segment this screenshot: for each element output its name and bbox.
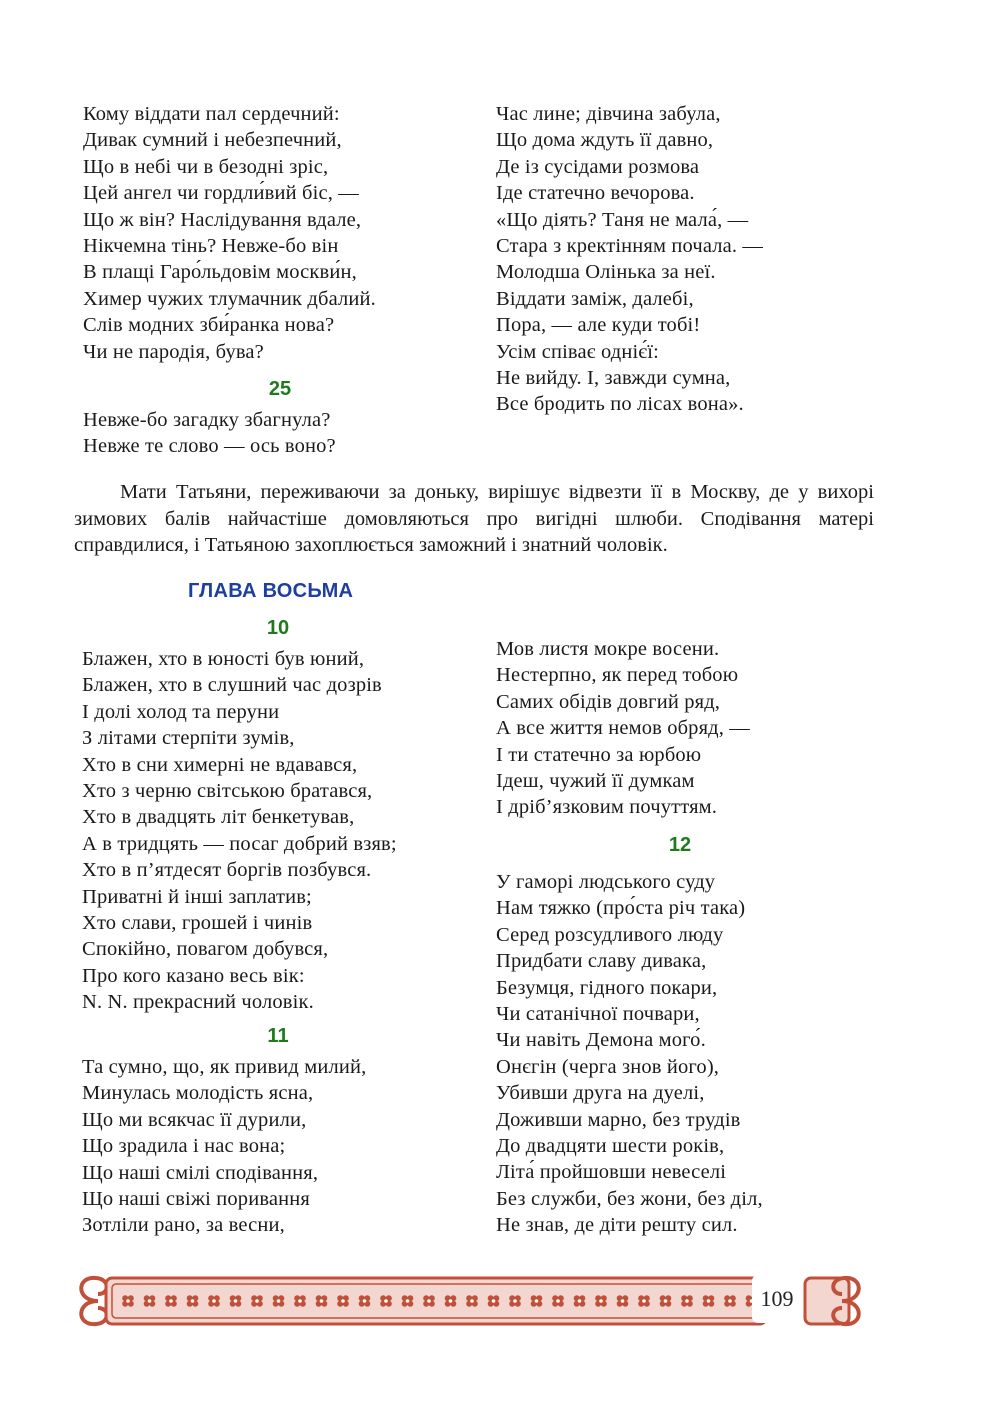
verse-line: Стара з кректінням почала. — xyxy=(496,235,764,258)
stanza-25 xyxy=(83,407,336,460)
prose-paragraph: Мати Татьяни, переживаючи за доньку, вирішує відвезти її в Москву, де у вихорі зимових балів найчастіше домовляються про вигідні шлюби. Сподівання матері справдилися, і Татьяною захоплюється заможний і знатний чоловік. xyxy=(74,481,874,557)
verse-line: Серед розсудливого люду xyxy=(496,923,724,946)
verse-line: Приватні й інші заплатив; xyxy=(82,885,312,908)
verse-line: Спокійно, повагом добувся, xyxy=(82,938,329,961)
stanza-a xyxy=(83,101,376,365)
verse-line: Кому віддати пал сердечний: xyxy=(83,103,340,125)
verse-line: Цей ангел чи гордли́вий біс, — xyxy=(83,182,359,205)
verse-line: Чи не пародія, бува? xyxy=(83,340,264,363)
verse-line: Хто слави, грошей і чинів xyxy=(82,912,313,935)
verse-line: Слів модних зби́ранка нова? xyxy=(83,314,335,337)
verse-line: Що зрадила і нас вона; xyxy=(82,1135,286,1158)
verse-line: Мов листя мокре восени. xyxy=(496,638,720,660)
verse-line: Блажен, хто в слушний час дозрів xyxy=(82,674,382,697)
ornament-left-scroll xyxy=(81,1278,107,1324)
verse-line: Що наші свіжі поривання xyxy=(82,1188,310,1211)
ornament-right-scroll xyxy=(805,1278,859,1324)
verse-line: Літа́ пройшовши невеселі xyxy=(496,1161,727,1184)
verse-line: Пора, — але куди тобі! xyxy=(496,314,701,337)
stanza-number-10: 10 xyxy=(266,617,290,639)
verse-line: Де із сусідами розмова xyxy=(496,155,700,178)
verse-line: Ідеш, чужий її думкам xyxy=(496,770,695,793)
stanza-11 xyxy=(82,1054,366,1239)
verse-line: Блажен, хто в юності був юний, xyxy=(82,648,365,670)
verse-line: Нікчемна тінь? Невже-бо він xyxy=(83,235,339,258)
verse-line: Усім співає одніє́ї: xyxy=(496,340,659,363)
verse-line: Чи сатанічної почвари, xyxy=(496,1003,700,1026)
verse-line: В плащі Гаро́льдовім москви́н, xyxy=(83,261,357,284)
verse-lines xyxy=(83,407,336,460)
verse-line: Чи навіть Демона мого́. xyxy=(496,1029,706,1052)
verse-line: А в тридцять — посаг добрий взяв; xyxy=(82,832,397,855)
verse-line: Невже-бо загадку збагнула? xyxy=(83,409,331,431)
verse-line: Хто в п’ятдесят боргів позбувся. xyxy=(82,859,372,882)
verse-line: Зотліли рано, за весни, xyxy=(82,1214,285,1237)
verse-line: Молодша Олінька за неї. xyxy=(496,261,716,284)
verse-line: Хто в двадцять літ бенкетував, xyxy=(82,806,355,829)
verse-lines xyxy=(496,869,763,1239)
stanza-number-12: 12 xyxy=(668,834,692,856)
stanza-number-25: 25 xyxy=(268,378,292,400)
verse-line: Хто в сни химерні не вдавався, xyxy=(82,753,358,776)
page-number: 109 xyxy=(752,1275,802,1323)
verse-line: Іде статечно вечорова. xyxy=(496,182,695,205)
verse-line: Нестерпно, як перед тобою xyxy=(496,664,739,687)
verse-line: А все життя немов обряд, — xyxy=(496,717,750,740)
verse-line: І ти статечно за юрбою xyxy=(496,743,702,766)
verse-line: Доживши марно, без трудів xyxy=(496,1108,741,1131)
verse-line: Химер чужих тлумачник дбалий. xyxy=(83,287,376,310)
ornament-border xyxy=(70,1268,870,1334)
verse-line: Що ж він? Наслідування вдале, xyxy=(83,208,362,231)
verse-line: Що дома ждуть її давно, xyxy=(496,129,714,152)
verse-lines xyxy=(83,101,376,365)
verse-line: Дивак сумний і небезпечний, xyxy=(83,129,342,152)
chapter-title: ГЛАВА ВОСЬМА xyxy=(188,580,354,602)
verse-line: І долі холод та перуни xyxy=(82,700,280,723)
verse-line: Самих обідів довгий ряд, xyxy=(496,690,721,713)
verse-lines xyxy=(496,101,763,418)
verse-line: Без служби, без жони, без діл, xyxy=(496,1187,763,1210)
verse-line: Хто з черню світською братався, xyxy=(82,780,373,803)
stanza-number-11: 11 xyxy=(267,1025,289,1047)
verse-line: У гаморі людського суду xyxy=(496,871,716,893)
verse-line: Нам тяжко (про́ста річ така) xyxy=(496,897,746,920)
verse-line: Що ми всякчас її дурили, xyxy=(82,1108,307,1131)
verse-lines xyxy=(82,646,397,1016)
stanza-12 xyxy=(496,869,763,1239)
verse-line: І дріб’язковим почуттям. xyxy=(496,796,718,819)
verse-line: «Що діять? Таня не мала́, — xyxy=(496,208,749,231)
verse-line: Про кого казано весь вік: xyxy=(82,964,305,987)
verse-line: Що наші смілі сподівання, xyxy=(82,1161,319,1184)
verse-line: Віддати заміж, далебі, xyxy=(496,287,694,310)
verse-line: Минулась молодість ясна, xyxy=(82,1082,314,1105)
verse-line: Убивши друга на дуелі, xyxy=(496,1082,705,1105)
verse-line: Все бродить по лісах вона». xyxy=(496,393,744,416)
stanza-11-continued xyxy=(496,636,750,821)
verse-line: Час лине; дівчина забула, xyxy=(496,103,721,125)
verse-line: Що в небі чи в безодні зріс, xyxy=(83,155,329,178)
verse-line: З літами стерпіти зумів, xyxy=(82,727,295,750)
verse-line: Та сумно, що, як привид милий, xyxy=(82,1056,367,1078)
verse-line: Невже те слово — ось воно? xyxy=(83,435,336,458)
verse-line: До двадцяти шести років, xyxy=(496,1135,725,1158)
stanza-10 xyxy=(82,646,397,1016)
verse-line: Не вийду. І, завжди сумна, xyxy=(496,367,731,390)
stanza-b xyxy=(496,101,763,418)
verse-lines xyxy=(496,636,750,821)
verse-line: Придбати славу дивака, xyxy=(496,950,707,973)
verse-line: N. N. прекрасний чоловік. xyxy=(82,991,314,1014)
verse-lines xyxy=(82,1054,366,1239)
verse-line: Не знав, де діти решту сил. xyxy=(496,1214,738,1237)
verse-line: Онєгін (черга знов його), xyxy=(496,1055,720,1078)
verse-line: Безумця, гідного покари, xyxy=(496,976,718,999)
